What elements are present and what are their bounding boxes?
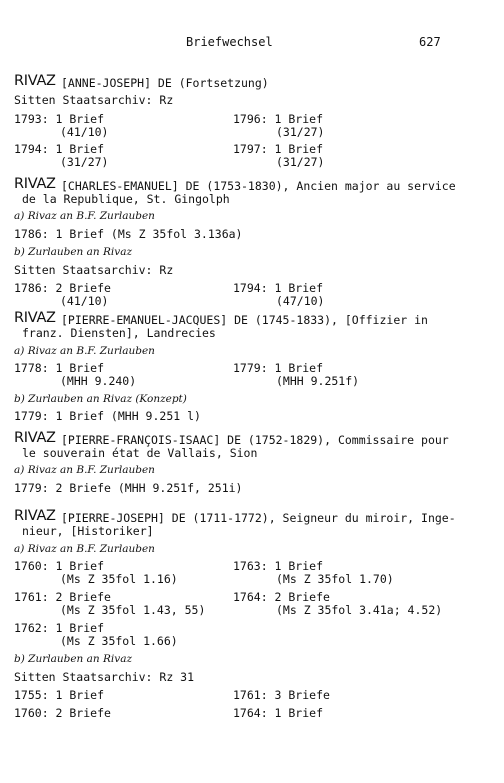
- letter-count: 1779: 2 Briefe (MHH 9.251f, 251i): [14, 481, 243, 495]
- subsection-label: b) Zurlauben an Rivaz (Konzept): [14, 393, 187, 405]
- entry-heading: [ANNE-JOSEPH] DE (Fortsetzung): [61, 76, 269, 90]
- subsection-label: b) Zurlauben an Rivaz: [14, 246, 132, 258]
- reference: (31/27): [60, 155, 109, 169]
- entry-name: RIVAZ: [14, 73, 56, 89]
- reference: (Ms Z 35fol 1.66): [60, 634, 178, 648]
- subsection-label: b) Zurlauben an Rivaz: [14, 653, 132, 665]
- entry-heading-continued: nieur, [Historiker]: [22, 524, 154, 538]
- letter-count: 1760: 2 Briefe: [14, 706, 111, 720]
- letter-count: 1793: 1 Brief: [14, 112, 105, 126]
- letter-count: 1764: 1 Brief: [233, 706, 324, 720]
- entry-heading: [PIERRE-EMANUEL-JACQUES] DE (1745-1833), [Offizier in: [61, 313, 428, 327]
- subsection-label: a) Rivaz an B.F. Zurlauben: [14, 543, 155, 555]
- letter-count: 1763: 1 Brief: [233, 559, 324, 573]
- subsection-label: a) Rivaz an B.F. Zurlauben: [14, 345, 155, 357]
- letter-count: 1762: 1 Brief: [14, 621, 105, 635]
- reference: (41/10): [60, 125, 109, 139]
- subsection-label: a) Rivaz an B.F. Zurlauben: [14, 210, 155, 222]
- archive-line: Sitten Staatsarchiv: Rz: [14, 263, 174, 277]
- letter-count: 1797: 1 Brief: [233, 142, 324, 156]
- letter-count: 1779: 1 Brief: [233, 361, 324, 375]
- entry-heading-continued: franz. Diensten], Landrecies: [22, 326, 216, 340]
- archive-line: Sitten Staatsarchiv: Rz: [14, 93, 174, 107]
- letter-count: 1764: 2 Briefe: [233, 590, 330, 604]
- letter-count: 1779: 1 Brief (MHH 9.251 l): [14, 409, 201, 423]
- letter-count: 1796: 1 Brief: [233, 112, 324, 126]
- letter-count: 1786: 1 Brief (Ms Z 35fol 3.136a): [14, 227, 243, 241]
- running-header: Briefwechsel: [186, 35, 273, 49]
- letter-count: 1786: 2 Briefe: [14, 281, 111, 295]
- page-number: 627: [419, 35, 441, 49]
- subsection-label: a) Rivaz an B.F. Zurlauben: [14, 464, 155, 476]
- reference: (Ms Z 35fol 1.16): [60, 572, 178, 586]
- reference: (MHH 9.240): [60, 374, 137, 388]
- letter-count: 1761: 2 Briefe: [14, 590, 111, 604]
- reference: (MHH 9.251f): [276, 374, 360, 388]
- letter-count: 1760: 1 Brief: [14, 559, 105, 573]
- reference: (Ms Z 35fol 1.70): [276, 572, 394, 586]
- letter-count: 1755: 1 Brief: [14, 688, 105, 702]
- reference: (Ms Z 35fol 1.43, 55): [60, 603, 206, 617]
- reference: (41/10): [60, 294, 109, 308]
- entry-heading-continued: le souverain état de Vallais, Sion: [22, 446, 258, 460]
- letter-count: 1778: 1 Brief: [14, 361, 105, 375]
- entry-heading: [PIERRE-FRANÇOIS-ISAAC] DE (1752-1829), Commissaire pour: [61, 433, 449, 447]
- reference: (31/27): [276, 125, 325, 139]
- entry-name: RIVAZ: [14, 176, 56, 192]
- letter-count: 1794: 1 Brief: [233, 281, 324, 295]
- entry-name: RIVAZ: [14, 430, 56, 446]
- entry-name: RIVAZ: [14, 508, 56, 524]
- entry-heading: [PIERRE-JOSEPH] DE (1711-1772), Seigneur du miroir, Inge-: [61, 511, 456, 525]
- letter-count: 1794: 1 Brief: [14, 142, 105, 156]
- archive-line: Sitten Staatsarchiv: Rz 31: [14, 670, 195, 684]
- entry-name: RIVAZ: [14, 310, 56, 326]
- letter-count: 1761: 3 Briefe: [233, 688, 330, 702]
- reference: (47/10): [276, 294, 325, 308]
- reference: (31/27): [276, 155, 325, 169]
- reference: (Ms Z 35fol 3.41a; 4.52): [276, 603, 443, 617]
- entry-heading-continued: de la Republique, St. Gingolph: [22, 192, 230, 206]
- entry-heading: [CHARLES-EMANUEL] DE (1753-1830), Ancien major au service: [61, 179, 456, 193]
